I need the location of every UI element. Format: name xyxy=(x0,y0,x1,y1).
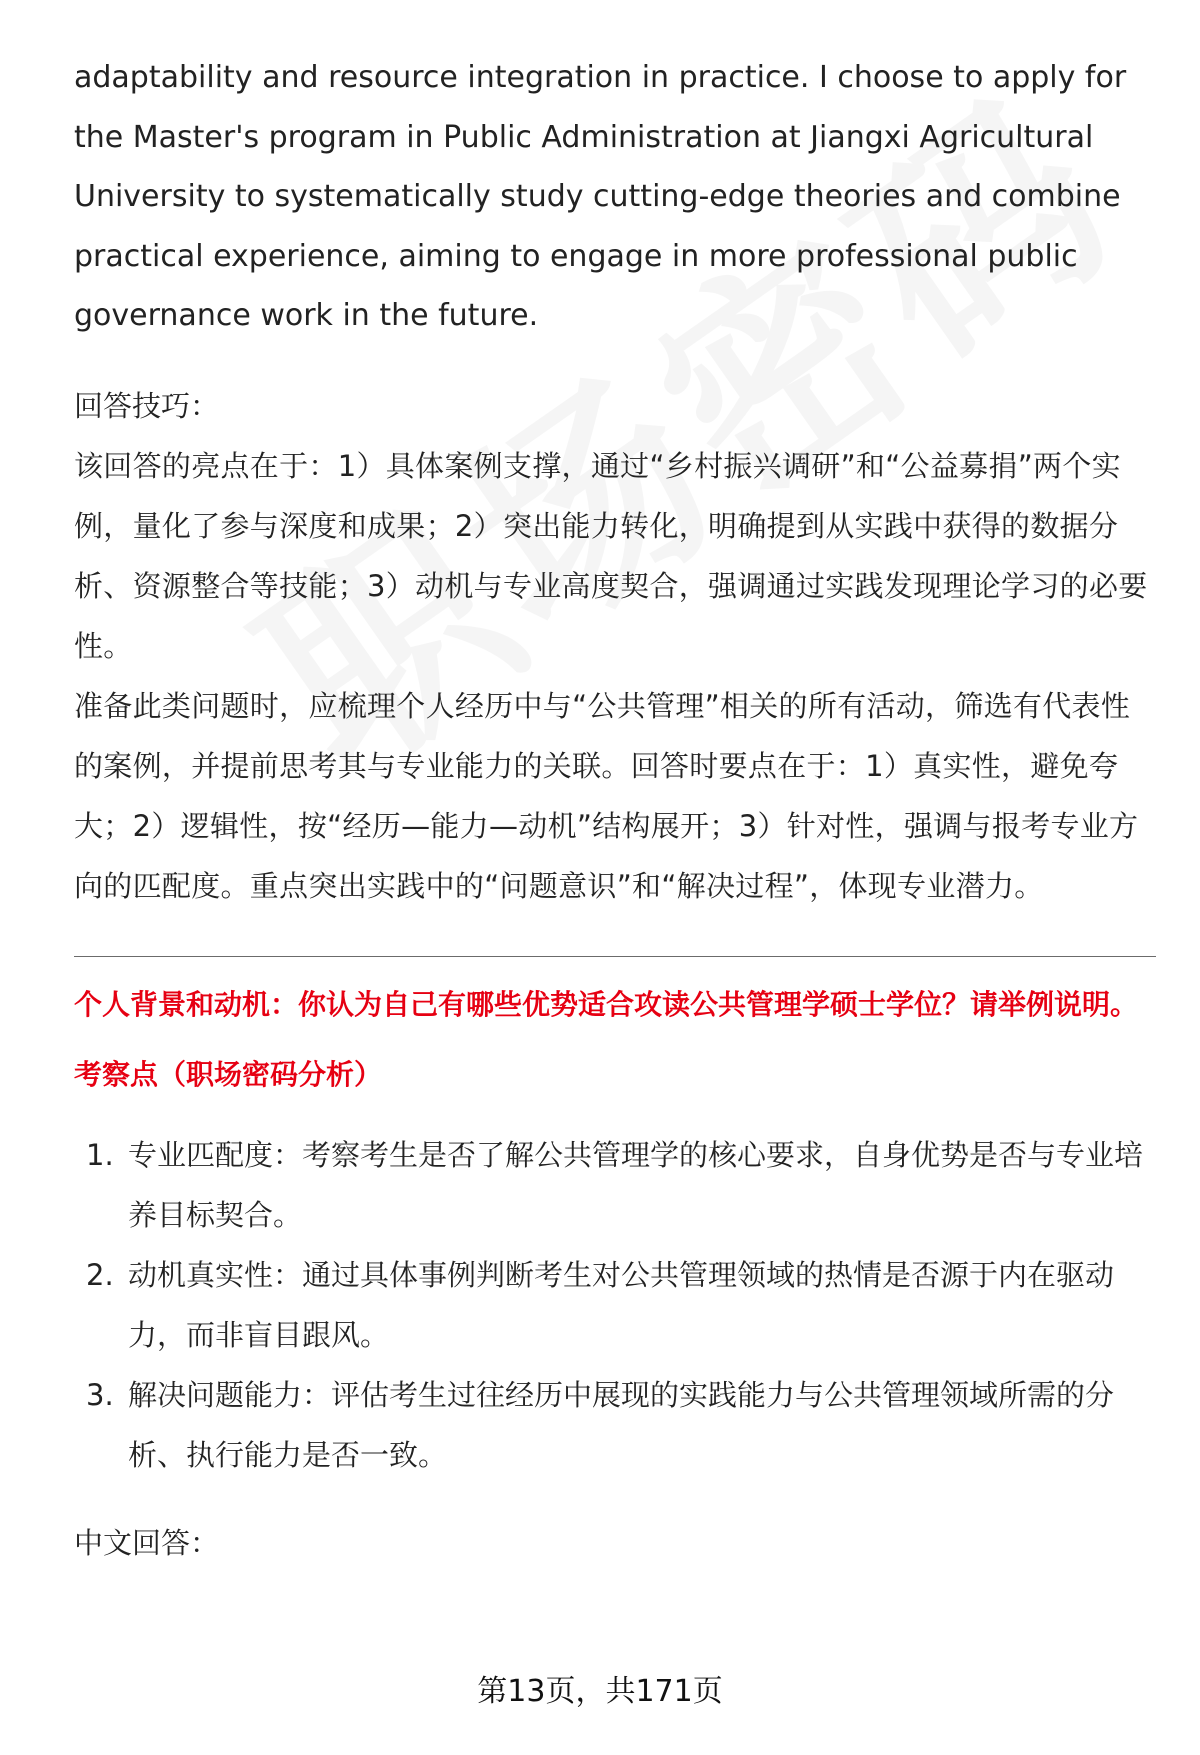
page-indicator: 第13页，共171页 xyxy=(477,1674,723,1709)
page-content xyxy=(74,48,1154,1573)
question-title: 个人背景和动机：你认为自己有哪些优势适合攻读公共管理学硕士学位？请举例说明。 xyxy=(74,987,1139,1021)
tips-paragraph-2: 准备此类问题时，应梳理个人经历中与“公共管理”相关的所有活动，筛选有代表性的案例，并提前思考其与专业能力的关联。回答时要点在于：1）真实性，避免夸大；2）逻辑性，按“经历—能力—动机”结构展开；3）针对性，强调与报考专业方向的匹配度。重点突出实践中的“问题意识”和“解决过程”，体现专业潜力。 xyxy=(74,688,1139,903)
list-item xyxy=(74,1245,1154,1365)
intro-paragraph: adaptability and resource integration in practice. I choose to apply for the Master's program in Public Administration at Jiangxi Agricultural University to systematically study cutting-edge theories and combine practical experience, aiming to engage in more professional public governance work in the future. xyxy=(74,60,1127,333)
list-item-text: 动机真实性：通过具体事例判断考生对公共管理领域的热情是否源于内在驱动力，而非盲目跟风。 xyxy=(128,1257,1115,1352)
list-item-number: 3. xyxy=(86,1377,114,1412)
tips-label: 回答技巧： xyxy=(74,388,220,423)
list-item-text: 解决问题能力：评估考生过往经历中展现的实践能力与公共管理领域所需的分析、执行能力是否一致。 xyxy=(128,1377,1115,1472)
assessment-points-list xyxy=(74,1125,1154,1485)
assessment-heading: 考察点（职场密码分析） xyxy=(74,1057,383,1091)
list-item-text: 专业匹配度：考察考生是否了解公共管理学的核心要求，自身优势是否与专业培养目标契合。 xyxy=(128,1137,1144,1232)
list-item-number: 1. xyxy=(86,1137,114,1172)
tips-paragraph-1: 该回答的亮点在于：1）具体案例支撑，通过“乡村振兴调研”和“公益募捐”两个实例，量化了参与深度和成果；2）突出能力转化，明确提到从实践中获得的数据分析、资源整合等技能；3）动机与专业高度契合，强调通过实践发现理论学习的必要性。 xyxy=(74,448,1148,663)
list-item xyxy=(74,1365,1154,1485)
list-item-number: 2. xyxy=(86,1257,114,1292)
answer-label: 中文回答： xyxy=(74,1525,220,1560)
list-item xyxy=(74,1125,1154,1245)
